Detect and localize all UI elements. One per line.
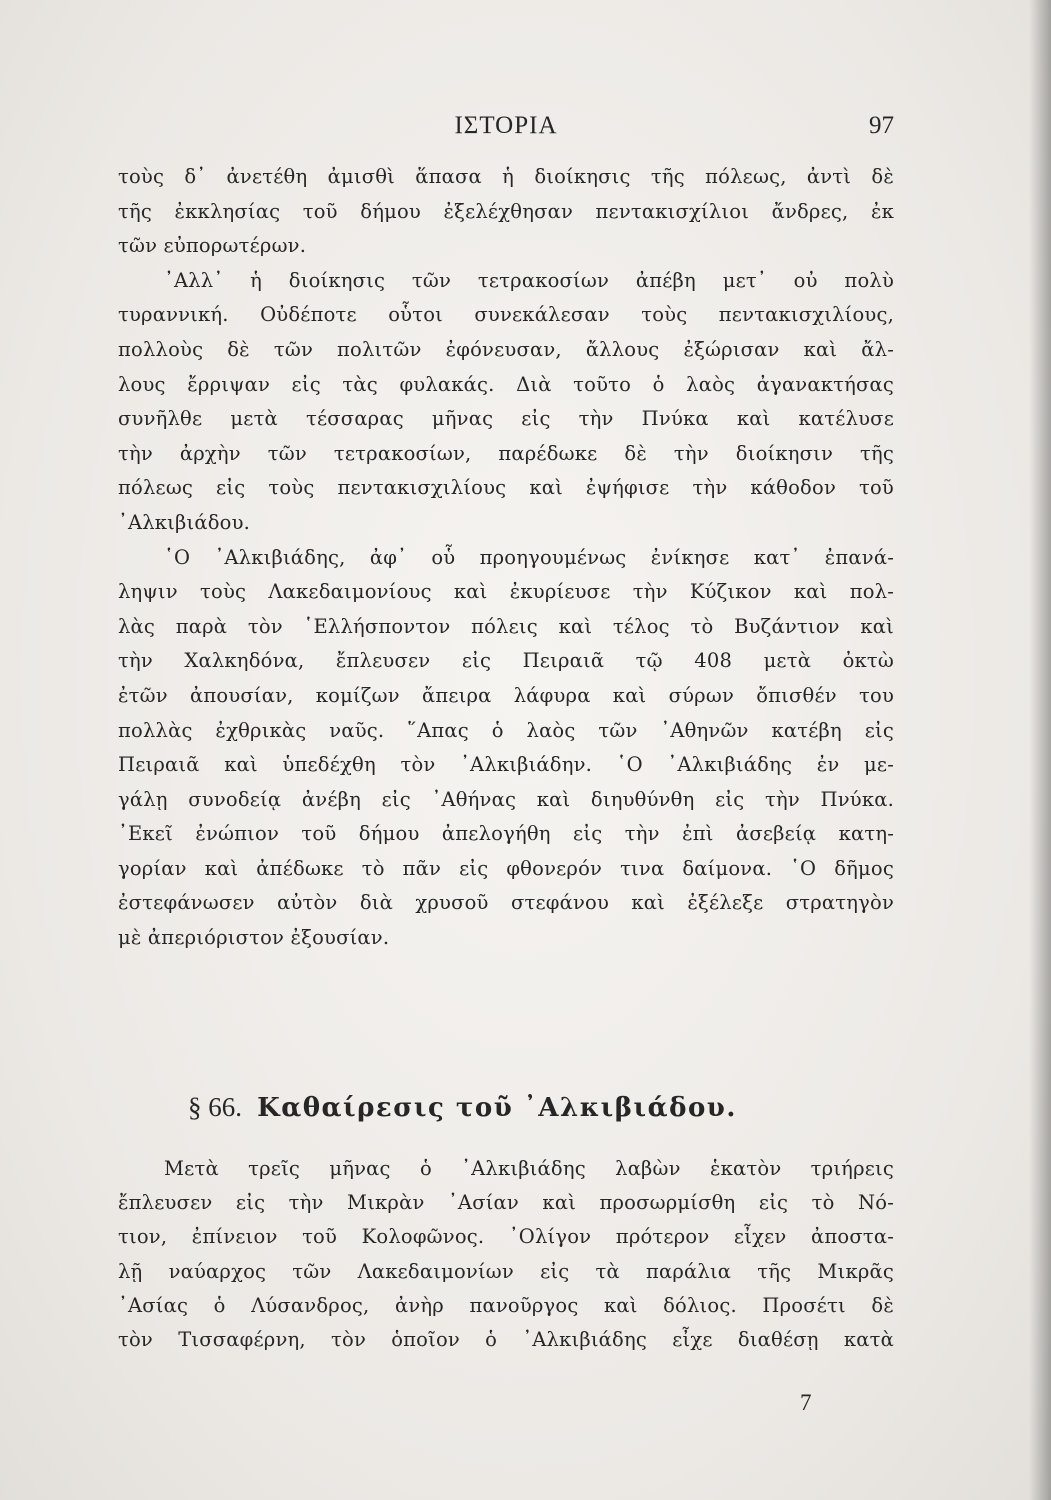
text-line: πολλὰς ἐχθρικὰς ναῦς. ῞Απας ὁ λαὸς τῶν ᾿Αθηνῶν κατέβη εἰς (118, 718, 894, 742)
main-text (118, 160, 894, 956)
text-line: ληψιν τοὺς Λακεδαιμονίους καὶ ἐκυρίευσε τὴν Κύζικον καὶ πολ- (118, 580, 894, 604)
text-line: τυραννική. Οὐδέποτε οὗτοι συνεκάλεσαν τοὺς πεντακισχιλίους, (118, 303, 894, 327)
section-heading (188, 1092, 737, 1123)
text-line: ᾿Αλλ᾿ ἡ διοίκησις τῶν τετρακοσίων ἀπέβη μετ᾿ οὐ πολὺ (164, 268, 894, 292)
page-header (118, 112, 894, 144)
text-line: συνῆλθε μετὰ τέσσαρας μῆνας εἰς τὴν Πνύκα καὶ κατέλυσε (118, 407, 894, 431)
text-line: ἐστεφάνωσεν αὐτὸν διὰ χρυσοῦ στεφάνου καὶ ἐξέλεξε στρατηγὸν (118, 891, 894, 915)
text-line: ἔπλευσεν εἰς τὴν Μικρὰν ᾿Ασίαν καὶ προσωρμίσθη εἰς τὸ Νό- (118, 1191, 894, 1215)
text-line: Πειραιᾶ καὶ ὑπεδέχθη τὸν ᾿Αλκιβιάδην. ῾Ο ᾿Αλκιβιάδης ἐν με- (118, 753, 894, 777)
section-title: Καθαίρεσις τοῦ ᾿Αλκιβιάδου. (257, 1093, 737, 1123)
text-line: λὰς παρὰ τὸν ῾Ελλήσποντον πόλεις καὶ τέλος τὸ Βυζάντιον καὶ (118, 614, 894, 638)
text-line: ᾿Εκεῖ ἐνώπιον τοῦ δήμου ἀπελογήθη εἰς τὴν ἐπὶ ἀσεβείᾳ κατη- (118, 822, 894, 846)
text-line: τῆς ἐκκλησίας τοῦ δήμου ἐξελέχθησαν πεντακισχίλιοι ἄνδρες, ἐκ (118, 199, 894, 223)
section-number: § 66. (188, 1092, 242, 1122)
signature-mark: 7 (800, 1390, 812, 1415)
text-line: λῇ ναύαρχος τῶν Λακεδαιμονίων εἰς τὰ παράλια τῆς Μικρᾶς (118, 1259, 894, 1283)
text-line: τὴν ἀρχὴν τῶν τετρακοσίων, παρέδωκε δὲ τὴν διοίκησιν τῆς (118, 441, 894, 465)
text-line: πόλεως εἰς τοὺς πεντακισχιλίους καὶ ἐψήφισε τὴν κάθοδον τοῦ (118, 476, 894, 500)
text-line: ῾Ο ᾿Αλκιβιάδης, ἀφ᾿ οὗ προηγουμένως ἐνίκησε κατ᾿ ἐπανά- (164, 545, 894, 569)
text-line: τὸν Τισσαφέρνη, τὸν ὁποῖον ὁ ᾿Αλκιβιάδης εἶχε διαθέσῃ κατὰ (118, 1327, 894, 1351)
text-line: ᾿Αλκιβιάδου. (118, 510, 251, 534)
text-line: ἐτῶν ἀπουσίαν, κομίζων ἄπειρα λάφυρα καὶ σύρων ὄπισθέν του (118, 683, 894, 707)
text-line: μὲ ἀπεριόριστον ἐξουσίαν. (118, 926, 390, 950)
running-title: ΙΣΤΟΡΙΑ (454, 112, 558, 139)
page-number: 97 (869, 112, 894, 139)
text-line: πολλοὺς δὲ τῶν πολιτῶν ἐφόνευσαν, ἄλλους ἐξώρισαν καὶ ἄλ- (118, 337, 894, 361)
text-line: τιον, ἐπίνειον τοῦ Κολοφῶνος. ᾿Ολίγον πρότερον εἶχεν ἀποστα- (118, 1225, 894, 1249)
text-line: ᾿Ασίας ὁ Λύσανδρος, ἀνὴρ πανοῦργος καὶ δόλιος. Προσέτι δὲ (118, 1293, 894, 1317)
page-edge-shadow (1029, 0, 1051, 1500)
text-line: γορίαν καὶ ἀπέδωκε τὸ πᾶν εἰς φθονερόν τινα δαίμονα. ῾Ο δῆμος (118, 856, 894, 880)
text-line: Μετὰ τρεῖς μῆνας ὁ ᾿Αλκιβιάδης λαβὼν ἑκατὸν τριήρεις (164, 1157, 894, 1180)
text-line: τοὺς δ᾿ ἀνετέθη ἀμισθὶ ἅπασα ἡ διοίκησις τῆς πόλεως, ἀντὶ δὲ (118, 165, 894, 188)
section-text (118, 1152, 894, 1357)
text-line: τὴν Χαλκηδόνα, ἔπλευσεν εἰς Πειραιᾶ τῷ 408 μετὰ ὀκτὼ (118, 649, 894, 673)
text-line: λους ἔρριψαν εἰς τὰς φυλακάς. Διὰ τοῦτο ὁ λαὸς ἀγανακτήσας (118, 372, 894, 396)
text-line: γάλῃ συνοδείᾳ ἀνέβη εἰς ᾿Αθήνας καὶ διηυθύνθη εἰς τὴν Πνύκα. (118, 787, 894, 811)
text-line: τῶν εὐπορωτέρων. (118, 234, 307, 258)
